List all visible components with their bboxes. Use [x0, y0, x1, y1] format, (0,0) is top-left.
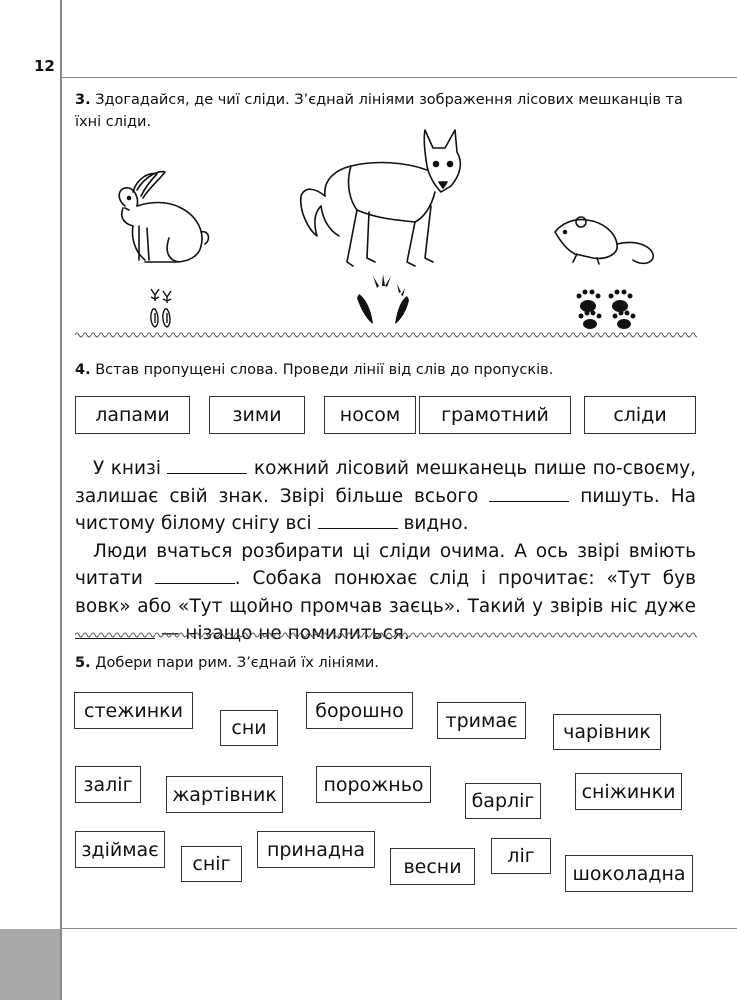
word-card[interactable]: грамотний [419, 396, 571, 434]
rhyme-card[interactable]: сніг [181, 846, 242, 882]
task-5-number: 5. [75, 655, 91, 671]
rhyme-card[interactable]: порожньо [316, 766, 431, 803]
rhyme-card[interactable]: тримає [437, 702, 526, 739]
rhyme-card[interactable]: весни [390, 848, 475, 885]
rhyme-card[interactable]: стежинки [74, 692, 193, 729]
hare-tracks-icon[interactable] [145, 285, 175, 330]
footer-rule [60, 928, 737, 929]
passage-text: видно. [403, 513, 469, 534]
blank-gap[interactable] [155, 569, 235, 584]
rhyme-card[interactable]: заліг [75, 766, 141, 803]
task-4-number: 4. [75, 362, 91, 378]
rhyme-card[interactable]: жартівник [166, 776, 283, 813]
mouse-tracks-icon[interactable] [573, 288, 641, 330]
hare-image[interactable] [105, 168, 215, 268]
section-divider [75, 331, 697, 339]
word-card[interactable]: носом [324, 396, 416, 434]
wolf-tracks-icon[interactable] [353, 272, 413, 327]
passage-text: кожний лісовий мешканець пише по-своєму, залишає свій знак. Звірі більше всього [75, 458, 696, 507]
passage-text: . Собака понюхає слід і прочитає: «Тут був вовк» або «Тут щойно промчав заєць». Такий у звірів ніс дуже [75, 568, 696, 617]
rhyme-card[interactable]: ліг [491, 838, 551, 874]
rhyme-card[interactable]: сніжинки [575, 773, 682, 810]
word-card[interactable]: сліди [584, 396, 696, 434]
task-4-instruction [75, 359, 695, 381]
task-4-passage [75, 455, 696, 648]
page-margin-line [60, 0, 62, 1000]
rhyme-card[interactable]: барліг [465, 783, 541, 819]
section-divider [75, 631, 697, 639]
word-card[interactable]: лапами [75, 396, 190, 434]
passage-text: Люди вчаться розбирати ці сліди очима. А ось звірі вміють читати [75, 540, 696, 589]
rhyme-card[interactable]: принадна [257, 831, 375, 868]
word-card[interactable]: зими [209, 396, 305, 434]
rhyme-card[interactable]: борошно [306, 692, 413, 729]
rhyme-card[interactable]: здіймає [75, 831, 165, 868]
blank-gap[interactable] [167, 459, 247, 474]
passage-paragraph [75, 455, 696, 538]
mouse-image[interactable] [553, 210, 658, 270]
blank-gap[interactable] [318, 514, 398, 529]
task-3-number: 3. [75, 92, 91, 108]
passage-text: У книзі [93, 458, 161, 479]
rhyme-card[interactable]: сни [220, 710, 278, 746]
blank-gap[interactable] [489, 487, 569, 502]
rhyme-card[interactable]: чарівник [553, 714, 661, 750]
passage-text: пишуть. На чистому білому снігу всі [75, 485, 696, 534]
page-number: 12 [34, 57, 55, 75]
task-3-text: Здогадайся, де чиї сліди. З’єднай лініями зображення лісових мешканців та їхні сліди. [75, 92, 683, 130]
header-rule [60, 77, 737, 78]
task-4-text: Встав пропущені слова. Проведи лінії від слів до пропусків. [95, 362, 554, 378]
wolf-image[interactable] [295, 126, 475, 281]
rhyme-card[interactable]: шоколадна [565, 855, 693, 892]
footer-grey-block [0, 929, 60, 1000]
task-5-instruction [75, 652, 695, 674]
task-5-text: Добери пари рим. З’єднай їх лініями. [95, 655, 379, 671]
